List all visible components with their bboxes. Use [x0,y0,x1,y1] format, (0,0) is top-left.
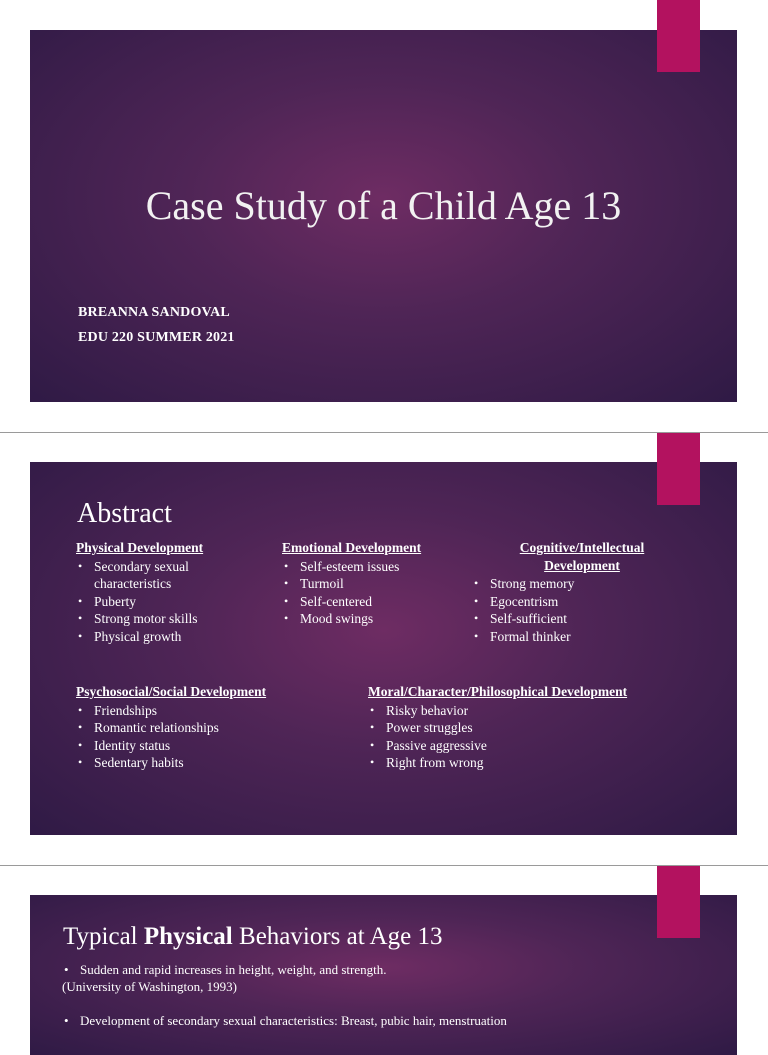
list-item: • Self-esteem issues [282,558,472,576]
title-post: Behaviors at Age 13 [232,923,443,950]
bullet-text: Development of secondary sexual characteristics: Breast, pubic hair, menstruation [80,1013,507,1028]
list-item: • Passive aggressive [368,737,688,755]
accent-tab [657,0,700,72]
list-item: • Egocentrism [472,593,692,611]
title-slide [30,30,737,402]
title-bold: Physical [143,923,233,950]
list-item: • Right from wrong [368,754,688,772]
course-name: EDU 220 SUMMER 2021 [78,330,235,345]
moral-development-section [368,683,688,772]
physical-development-section [76,539,276,645]
list-item: • Mood swings [282,610,472,628]
section-heading: Psychosocial/Social Development [76,684,267,699]
section-heading: Emotional Development [282,540,422,555]
citation: (University of Washington, 1993) [62,979,237,994]
list-item: • Self-sufficient [472,610,692,628]
title-pre: Typical [63,923,144,950]
list-item: • Identity status [76,737,356,755]
section-heading: Cognitive/Intellectual Development [519,540,645,573]
list-item: • Formal thinker [472,628,692,646]
author-name: BREANNA SANDOVAL [78,305,230,320]
accent-tab [657,433,700,505]
list-item: • Friendships [76,702,356,720]
cognitive-development-section [472,539,692,645]
bullet-paragraph [62,961,387,995]
bullet-glyph: • [64,962,69,977]
slide-title: Case Study of a Child Age 13 [145,183,622,228]
bullet-glyph: • [64,1013,69,1028]
physical-behaviors-slide [30,895,737,1055]
abstract-title: Abstract [77,498,172,529]
list-item: • Strong memory [472,575,692,593]
page-3 [0,866,768,1028]
list-item: • Romantic relationships [76,719,356,737]
list-item: • Puberty [76,593,276,611]
abstract-slide [30,462,737,835]
list-item: • Power struggles [368,719,688,737]
list-item: • Secondary sexual characteristics [76,558,214,593]
page-1 [0,0,768,432]
emotional-development-section [282,539,472,628]
section-heading: Physical Development [76,540,204,555]
accent-tab [657,866,700,938]
list-item: • Strong motor skills [76,610,276,628]
list-item: • Risky behavior [368,702,688,720]
physical-behaviors-title [63,923,442,951]
list-item: • Turmoil [282,575,472,593]
bullet-paragraph [62,1012,507,1029]
section-heading: Moral/Character/Philosophical Development [368,684,628,699]
list-item: • Physical growth [76,628,276,646]
list-item: • Sedentary habits [76,754,356,772]
list-item: • Self-centered [282,593,472,611]
psychosocial-development-section [76,683,356,772]
bullet-text: Sudden and rapid increases in height, weight, and strength. [80,962,387,977]
page-2 [0,433,768,865]
